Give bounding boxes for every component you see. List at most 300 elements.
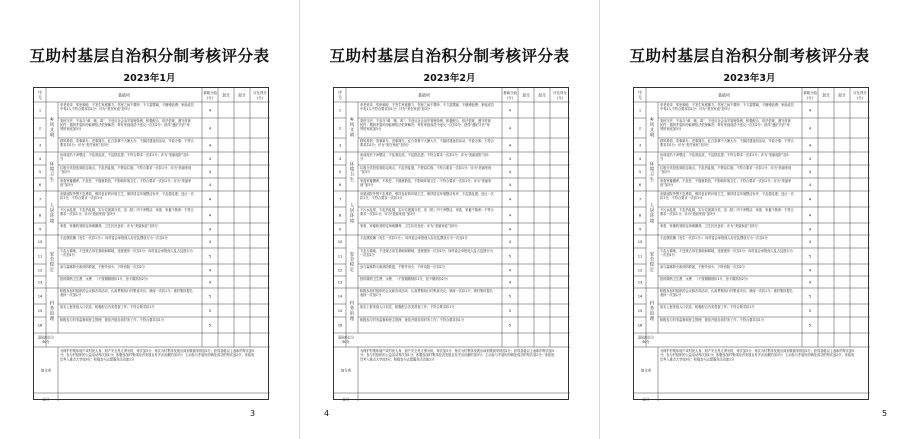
group-label: 乡 <box>349 117 355 123</box>
total-label: 总分 <box>642 397 650 401</box>
row-base-score: 4 <box>508 279 512 285</box>
row-text: 庭”加3分 <box>660 183 674 187</box>
group-label: 定 <box>349 267 355 273</box>
row-text: 不乱占耕地，不违规占用宅基地和耕地，违规建房一次扣1分；向村委会举报他人乱占乱建行为 <box>660 249 793 254</box>
page-title: 互助村基层自治积分制考核评分表 <box>629 47 870 65</box>
header-score: 评比得分 <box>853 91 867 95</box>
row-text: 庭”加3分 <box>360 183 374 187</box>
row-index: 3 <box>38 143 42 148</box>
row-text: 如实上报家庭人口信息，积极配合各类普查工作；不符合要求扣1分 <box>60 305 155 310</box>
row-text: 誉的家庭加3分 <box>660 126 682 131</box>
row-base-score: 4 <box>508 267 512 273</box>
row-index: 16 <box>337 323 343 328</box>
group-label: 境 <box>649 219 655 225</box>
group-label: 人 <box>649 203 655 209</box>
row-base-score: 4 <box>808 212 812 218</box>
page-3 <box>600 0 899 439</box>
row-text: 民约；遇到矛盾纠纷能够依法依规解决；每有家庭成员中违反一次扣2分；获得“遵纪守法”荣 <box>360 123 490 127</box>
row-text: 家禽家畜圈养，不放任、不随意散放，不影响环境卫生；不符合要求一次扣1分；评为“美丽家 <box>60 179 192 184</box>
row-text: 中有1人不符合要求扣1分；评为“美在家庭”加3分 <box>660 107 730 111</box>
row-text: 家禽、家畜收到固定场地圈养，卫生状况良好；评为“美丽家庭”加3分 <box>360 224 458 229</box>
row-index: 3 <box>638 143 642 148</box>
header-index: 序 <box>338 90 342 95</box>
score-table <box>633 87 869 400</box>
header-bonus: 加分 <box>222 92 230 98</box>
header-base-item: 基础项 <box>418 92 430 98</box>
row-text: 不污水乱排，不乱扔乱倒，实行垃圾源分类、室（院）内干净整洁，家禽、家畜不散养；不符合 <box>660 208 794 213</box>
row-text: 参与森林防火和消防救援，不野外用火；不听劝阻一次扣2分 <box>60 265 145 270</box>
row-index: 14 <box>637 294 643 299</box>
row-index: 4 <box>638 156 642 161</box>
row-index: 14 <box>37 294 43 299</box>
group-label: 生 <box>349 177 355 183</box>
total-label: 总分 <box>42 397 50 401</box>
row-index: 15 <box>637 308 643 313</box>
row-base-score: 4 <box>508 125 512 131</box>
row-index: 16 <box>37 323 43 328</box>
group-label: 全 <box>649 257 655 263</box>
row-text: 要求扣1分；评为“美在家庭”加3分 <box>660 143 709 147</box>
row-text: 垃圾分类投放到指定地点，不乱扔乱倒，不焚烧垃圾；不符合要求一次扣1分；评为“美丽家庭 <box>60 166 192 171</box>
row-index: 6 <box>38 182 42 187</box>
row-index: 12 <box>37 268 43 273</box>
group-label: 稳 <box>649 262 655 268</box>
row-index: 8 <box>638 213 642 218</box>
row-base-score: 4 <box>508 107 512 113</box>
row-text: 房前屋后干净整洁，不乱堆乱放，不乱搭乱建；不符合要求一次扣1分；评为“美丽庭院”加3 <box>360 153 489 158</box>
row-base-score: 5 <box>808 253 812 259</box>
row-base-score: 5 <box>808 307 812 313</box>
row-base-score: 4 <box>508 226 512 232</box>
row-text: 誉的家庭加3分 <box>360 126 382 131</box>
group-label: 务 <box>49 306 55 312</box>
row-base-score: 4 <box>508 181 512 187</box>
bonus-text: 为保护村集体财产或村民人身、财产安全见义勇为的，每次加3分；每次为村集体发展出谋划策被采纳加2分；获得县级以上表彰的每次加5 <box>660 349 855 353</box>
row-index: 9 <box>638 227 642 232</box>
row-text: 不乱占耕地，不违规占用宅基地和耕地，违规建房一次扣1分；向村委会举报他人乱占乱建行为 <box>60 249 193 254</box>
page-month: 2023年3月 <box>723 73 776 84</box>
row-base-score: 5 <box>208 293 212 299</box>
group-label: 居 <box>649 209 655 214</box>
row-text: 扣1分，不符合要求一次扣1分 <box>60 196 103 200</box>
row-index: 10 <box>637 239 643 244</box>
header-base-score: 基础分值 <box>503 91 517 95</box>
row-index: 9 <box>338 227 342 232</box>
group-label: 定 <box>649 267 655 273</box>
row-base-score: 4 <box>208 107 212 113</box>
row-base-score: 4 <box>208 267 212 273</box>
row-base-score: 4 <box>208 226 212 232</box>
group-label: 务 <box>349 306 355 312</box>
row-text: 积极参加村组织的会议和各项活动、认真贯彻执行村集体决议；缺席一次扣1分；被村集体提名 <box>360 289 493 294</box>
row-base-score: 4 <box>208 168 212 174</box>
row-text: 分 <box>660 157 664 161</box>
group-label: 安 <box>49 252 55 258</box>
row-text: 房前屋后干净整洁，不乱堆乱放，不乱搭乱建；不符合要求一次扣1分；评为“美丽庭院”加3 <box>60 153 189 158</box>
group-label: 环 <box>349 162 355 168</box>
header-bonus: 加分 <box>522 92 530 98</box>
group-label: 文 <box>349 128 355 134</box>
group-label: 安 <box>349 252 355 258</box>
row-index: 7 <box>38 197 42 202</box>
row-base-score: 5 <box>208 253 212 259</box>
page-number: 5 <box>882 409 888 418</box>
row-text: 要求扣1分；评为“美在家庭”加3分 <box>360 143 409 147</box>
row-text: 孝老爱亲、邻里和睦、不发生家庭暴力、邻里之间不要吵、不斗富摆阔、不赌博浪费；家庭成员 <box>360 103 494 108</box>
row-index: 7 <box>338 197 342 202</box>
header-index: 号 <box>638 95 642 100</box>
row-index: 10 <box>337 239 343 244</box>
row-base-score: 4 <box>808 181 812 187</box>
row-base-score: 4 <box>508 168 512 174</box>
row-index: 5 <box>38 169 42 174</box>
subtotal-label: 基础项总分 <box>638 335 654 340</box>
score-table <box>33 87 269 400</box>
row-index: 13 <box>637 280 643 285</box>
group-label: 风 <box>649 123 655 128</box>
group-label: 理 <box>349 316 355 322</box>
bonus-text: 员考入重点大学加3分；积极参与志愿服务活动加1分 <box>60 357 135 362</box>
row-index: 3 <box>338 143 342 148</box>
row-index: 12 <box>637 268 643 273</box>
bonus-text: 员考入重点大学加3分；积极参与志愿服务活动加1分 <box>660 357 735 362</box>
bonus-label: 加分项 <box>340 368 352 373</box>
row-text: 房屋庭院外围不乱堆放，维持良好的环境卫生，保持居住环境整洁有序、不乱搭乱建；违反一次 <box>60 192 194 197</box>
group-label: 卫 <box>349 172 355 178</box>
row-text: 不乱占耕地，不违规占用宅基地和耕地，违规建房一次扣1分；向村委会举报他人乱占乱建行为 <box>360 249 493 254</box>
row-base-score: 4 <box>808 238 812 244</box>
row-base-score: 4 <box>508 155 512 161</box>
row-text: 表扬一次加1分 <box>360 293 382 297</box>
total-label: 总分 <box>342 397 350 401</box>
row-text: 民约；遇到矛盾纠纷能够依法依规解决；每有家庭成员中违反一次扣2分；获得“遵纪守法”荣 <box>60 123 190 127</box>
group-label: 文 <box>649 128 655 134</box>
header-index: 序 <box>38 90 42 95</box>
bonus-label: 加分项 <box>40 368 52 373</box>
row-index: 1 <box>38 108 42 113</box>
row-text: 家禽、家畜收到固定场地圈养，卫生状况良好；评为“美丽家庭”加3分 <box>60 224 158 229</box>
row-text: 如实上报家庭人口信息，积极配合各类普查工作；不符合要求扣1分 <box>660 305 755 310</box>
row-text: 表扬一次加1分 <box>60 293 82 297</box>
row-base-score: 5 <box>208 307 212 313</box>
row-text: 孝老爱亲、邻里和睦、不发生家庭暴力、邻里之间不要吵、不斗富摆阔、不赌博浪费；家庭成员 <box>60 103 194 108</box>
page-title: 互助村基层自治积分制考核评分表 <box>329 47 570 65</box>
header-deduct: 扣分 <box>538 92 546 98</box>
row-base-score: 4 <box>808 196 812 202</box>
row-base-score: 4 <box>208 155 212 161</box>
row-base-score: 4 <box>508 238 512 244</box>
row-text: 参与森林防火和消防救援，不野外用火；不听劝阻一次扣2分 <box>360 265 445 270</box>
row-base-score: 4 <box>208 142 212 148</box>
row-text: 中有1人不符合要求扣1分；评为“美在家庭”加3分 <box>60 107 130 111</box>
group-label: 治 <box>649 311 655 317</box>
group-label: 安 <box>649 252 655 258</box>
subtotal-label: 基础项总分 <box>38 335 54 340</box>
group-label: 稳 <box>49 262 55 268</box>
row-base-score: 4 <box>808 142 812 148</box>
row-text: 喜忧守法，不参与“黄、赌、毒”，不违反社会治安管理条例，积极配合、依法依规，遵守村规 <box>660 119 791 124</box>
header-score: 评比得分 <box>553 91 567 95</box>
row-index: 5 <box>338 169 342 174</box>
row-index: 4 <box>38 156 42 161</box>
row-text: 一次加1分 <box>660 253 675 257</box>
bonus-label: 加分项 <box>640 368 652 373</box>
group-label: 全 <box>49 257 55 263</box>
row-index: 6 <box>338 182 342 187</box>
row-text: 积极参加村组织的会议和各项活动、认真贯彻执行村集体决议；缺席一次扣1分；被村集体提名 <box>660 289 793 294</box>
row-text: 积极参与村务监督和民主管理、规范开展各项村务工作；不符合要求扣1分 <box>360 318 465 323</box>
group-label: 环 <box>649 162 655 168</box>
subtotal-score: 60分 <box>342 340 350 344</box>
page-number: 3 <box>250 409 256 418</box>
row-text: 移风易俗、喜事新办、丧事简办，红白喜事不大操大办、不搞封建迷信活动，节俭办事；不符合 <box>360 139 494 144</box>
row-text: 民约；遇到矛盾纠纷能够依法依规解决；每有家庭成员中违反一次扣2分；获得“遵纪守法”荣 <box>660 123 790 127</box>
row-base-score: 4 <box>508 142 512 148</box>
row-text: 移风易俗、喜事新办、丧事简办，红白喜事不大操大办、不搞封建迷信活动，节俭办事；不符合 <box>60 139 194 144</box>
row-base-score: 5 <box>808 322 812 328</box>
row-base-score: 4 <box>208 212 212 218</box>
group-label: 居 <box>49 209 55 214</box>
row-base-score: 4 <box>208 279 212 285</box>
row-index: 14 <box>337 294 343 299</box>
row-text: 要求一次扣1分；评为“美丽家庭”加3分 <box>660 212 716 216</box>
group-label: 理 <box>649 316 655 322</box>
header-bonus: 加分 <box>822 92 830 98</box>
page-2 <box>300 0 599 439</box>
group-label: 务 <box>649 306 655 312</box>
row-text: 要求扣1分；评为“美在家庭”加3分 <box>60 143 109 147</box>
header-base-item: 基础项 <box>118 92 130 98</box>
row-index: 15 <box>337 308 343 313</box>
header-index: 序 <box>638 90 642 95</box>
subtotal-label: 基础项总分 <box>338 335 354 340</box>
row-text: 一次加1分 <box>360 253 375 257</box>
row-base-score: 4 <box>208 125 212 131</box>
row-base-score: 5 <box>208 322 212 328</box>
row-index: 2 <box>638 126 642 131</box>
group-label: 稳 <box>349 262 355 268</box>
header-score: (分) <box>256 96 264 100</box>
row-base-score: 4 <box>208 238 212 244</box>
row-text: 不乱摆放摊（发生一次扣1分）；向村委会举报他人存在乱摆放行为一次加1分 <box>60 236 168 241</box>
page-title: 互助村基层自治积分制考核评分表 <box>29 47 270 65</box>
group-label: 风 <box>349 123 355 128</box>
row-base-score: 4 <box>808 267 812 273</box>
header-score: (分) <box>556 96 564 100</box>
page-month: 2023年1月 <box>123 73 176 84</box>
header-score: (分) <box>856 96 864 100</box>
row-text: 誉的家庭加3分 <box>60 126 82 131</box>
group-label: 定 <box>49 267 55 273</box>
row-index: 16 <box>637 323 643 328</box>
group-label: 卫 <box>649 172 655 178</box>
bonus-text: 为保护村集体财产或村民人身、财产安全见义勇为的，每次加3分；每次为村集体发展出谋划策被采纳加2分；获得县级以上表彰的每次加5 <box>360 349 555 353</box>
header-score: 评比得分 <box>253 91 267 95</box>
row-text: 要求一次扣1分；评为“美丽家庭”加3分 <box>360 212 416 216</box>
row-text: 积极参与村务监督和民主管理、规范开展各项村务工作；不符合要求扣1分 <box>660 318 765 323</box>
row-index: 9 <box>38 227 42 232</box>
row-index: 12 <box>337 268 343 273</box>
row-text: 房前屋后干净整洁，不乱堆乱放，不乱搭乱建；不符合要求一次扣1分；评为“美丽庭院”加3 <box>660 153 789 158</box>
row-base-score: 4 <box>208 196 212 202</box>
row-text: 如实上报家庭人口信息，积极配合各类普查工作；不符合要求扣1分 <box>360 305 455 310</box>
row-base-score: 4 <box>808 125 812 131</box>
row-base-score: 4 <box>808 226 812 232</box>
row-base-score: 5 <box>508 293 512 299</box>
group-label: 治 <box>349 311 355 317</box>
row-text: 庭”加3分 <box>60 183 74 187</box>
group-label: 环 <box>49 214 55 220</box>
row-text: 不污水乱排，不乱扔乱倒，实行垃圾源分类、室（院）内干净整洁，家禽、家畜不散养；不符合 <box>60 208 194 213</box>
header-base-score: 基础分值 <box>203 91 217 95</box>
bonus-text: 员考入重点大学加3分；积极参与志愿服务活动加1分 <box>360 357 435 362</box>
bonus-text: 分；参与村组织的公益活动每次加1分；积极参加村集体经济发展且有突出贡献的加3分；主动参与矛盾纠纷调处成功的每次加2分；家庭成 <box>360 353 555 358</box>
group-label: 居 <box>349 209 355 214</box>
row-index: 13 <box>337 280 343 285</box>
row-text: 家禽家畜圈养，不放任、不随意散放，不影响环境卫生；不符合要求一次扣1分；评为“美丽家 <box>360 179 492 184</box>
row-text: 一次加1分 <box>60 253 75 257</box>
group-label: 治 <box>49 311 55 317</box>
row-text: 按时缴纳卫生费、水费、（不按期缴纳扣1分，拒不缴纳扣2分） <box>60 277 151 282</box>
row-text: 喜忧守法，不参与“黄、赌、毒”，不违反社会治安管理条例，积极配合、依法依规，遵守村规 <box>60 119 191 124</box>
row-text: 喜忧守法，不参与“黄、赌、毒”，不违反社会治安管理条例，积极配合、依法依规，遵守村规 <box>360 119 491 124</box>
score-table <box>333 87 569 400</box>
row-index: 1 <box>638 108 642 113</box>
row-text: 垃圾分类投放到指定地点，不乱扔乱倒，不焚烧垃圾；不符合要求一次扣1分；评为“美丽家庭 <box>660 166 792 171</box>
row-text: 不乱摆放摊（发生一次扣1分）；向村委会举报他人存在乱摆放行为一次加1分 <box>660 236 768 241</box>
row-text: ”加3分 <box>360 170 371 174</box>
subtotal-score: 60分 <box>42 340 50 344</box>
row-index: 2 <box>38 126 42 131</box>
row-index: 15 <box>37 308 43 313</box>
row-text: 积极参加村组织的会议和各项活动、认真贯彻执行村集体决议；缺席一次扣1分；被村集体提名 <box>60 289 193 294</box>
group-label: 明 <box>349 133 355 139</box>
row-index: 4 <box>338 156 342 161</box>
row-index: 7 <box>638 197 642 202</box>
group-label: 境 <box>349 167 355 173</box>
row-text: ”加3分 <box>660 170 671 174</box>
row-text: 垃圾分类投放到指定地点，不乱扔乱倒，不焚烧垃圾；不符合要求一次扣1分；评为“美丽家庭 <box>360 166 492 171</box>
row-text: 按时缴纳卫生费、水费、（不按期缴纳扣1分，拒不缴纳扣2分） <box>660 277 751 282</box>
bonus-text: 分；参与村组织的公益活动每次加1分；积极参加村集体经济发展且有突出贡献的加3分；主动参与矛盾纠纷调处成功的每次加2分；家庭成 <box>60 353 255 358</box>
row-text: 分 <box>60 157 64 161</box>
row-text: 积极参与村务监督和民主管理、规范开展各项村务工作；不符合要求扣1分 <box>60 318 165 323</box>
group-label: 乡 <box>49 117 55 123</box>
row-text: 表扬一次加1分 <box>660 293 682 297</box>
row-text: 不污水乱排，不乱扔乱倒，实行垃圾源分类、室（院）内干净整洁，家禽、家畜不散养；不符合 <box>360 208 494 213</box>
row-text: 家禽、家畜收到固定场地圈养，卫生状况良好；评为“美丽家庭”加3分 <box>660 224 758 229</box>
group-label: 环 <box>649 214 655 220</box>
group-label: 明 <box>649 133 655 139</box>
row-text: 扣1分，不符合要求一次扣1分 <box>660 196 703 200</box>
bonus-text: 为保护村集体财产或村民人身、财产安全见义勇为的，每次加3分；每次为村集体发展出谋划策被采纳加2分；获得县级以上表彰的每次加5 <box>60 349 255 353</box>
group-label: 乡 <box>649 117 655 123</box>
row-base-score: 4 <box>208 181 212 187</box>
row-index: 8 <box>338 213 342 218</box>
row-text: 按时缴纳卫生费、水费、（不按期缴纳扣1分，拒不缴纳扣2分） <box>360 277 451 282</box>
page-1 <box>0 0 299 439</box>
bonus-text: 分；参与村组织的公益活动每次加1分；积极参加村集体经济发展且有突出贡献的加3分；主动参与矛盾纠纷调处成功的每次加2分；家庭成 <box>660 353 855 358</box>
header-base-score: (分) <box>206 96 214 100</box>
header-base-score: (分) <box>506 96 514 100</box>
group-label: 风 <box>49 123 55 128</box>
row-text: 房屋庭院外围不乱堆放，维持良好的环境卫生，保持居住环境整洁有序、不乱搭乱建；违反一次 <box>660 192 794 197</box>
group-label: 境 <box>49 219 55 225</box>
group-label: 村 <box>649 301 655 307</box>
row-text: 分 <box>360 157 364 161</box>
row-index: 11 <box>37 254 43 259</box>
row-index: 10 <box>37 239 43 244</box>
header-base-score: (分) <box>806 96 814 100</box>
row-text: 移风易俗、喜事新办、丧事简办，红白喜事不大操大办、不搞封建迷信活动，节俭办事；不符合 <box>660 139 794 144</box>
group-label: 境 <box>49 167 55 173</box>
row-base-score: 4 <box>508 212 512 218</box>
row-text: 不乱摆放摊（发生一次扣1分）；向村委会举报他人存在乱摆放行为一次加1分 <box>360 236 468 241</box>
row-text: ”加3分 <box>60 170 71 174</box>
row-index: 2 <box>338 126 342 131</box>
group-label: 文 <box>49 128 55 134</box>
group-label: 人 <box>49 203 55 209</box>
group-label: 生 <box>49 177 55 183</box>
row-text: 家禽家畜圈养，不放任、不随意散放，不影响环境卫生；不符合要求一次扣1分；评为“美丽家 <box>660 179 792 184</box>
group-label: 村 <box>49 301 55 307</box>
row-text: 中有1人不符合要求扣1分；评为“美在家庭”加3分 <box>360 107 430 111</box>
row-base-score: 5 <box>508 307 512 313</box>
row-text: 参与森林防火和消防救援，不野外用火；不听劝阻一次扣2分 <box>660 265 745 270</box>
row-base-score: 4 <box>808 168 812 174</box>
row-text: 要求一次扣1分；评为“美丽家庭”加3分 <box>60 212 116 216</box>
row-index: 11 <box>337 254 343 259</box>
header-base-item: 基础项 <box>718 92 730 98</box>
row-text: 扣1分，不符合要求一次扣1分 <box>360 196 403 200</box>
group-label: 理 <box>49 316 55 322</box>
row-base-score: 5 <box>808 293 812 299</box>
group-label: 人 <box>349 203 355 209</box>
row-text: 孝老爱亲、邻里和睦、不发生家庭暴力、邻里之间不要吵、不斗富摆阔、不赌博浪费；家庭成员 <box>660 103 794 108</box>
row-index: 8 <box>38 213 42 218</box>
group-label: 境 <box>349 219 355 225</box>
row-base-score: 4 <box>508 196 512 202</box>
row-base-score: 4 <box>808 155 812 161</box>
header-deduct: 扣分 <box>238 92 246 98</box>
group-label: 生 <box>649 177 655 183</box>
group-label: 环 <box>49 162 55 168</box>
row-index: 6 <box>638 182 642 187</box>
row-base-score: 4 <box>808 107 812 113</box>
row-index: 5 <box>638 169 642 174</box>
row-base-score: 4 <box>808 279 812 285</box>
header-index: 号 <box>338 95 342 100</box>
subtotal-score: 60分 <box>642 340 650 344</box>
group-label: 全 <box>349 257 355 263</box>
group-label: 村 <box>349 301 355 307</box>
row-text: 房屋庭院外围不乱堆放，维持良好的环境卫生，保持居住环境整洁有序、不乱搭乱建；违反一次 <box>360 192 494 197</box>
page-month: 2023年2月 <box>423 73 476 84</box>
row-index: 11 <box>637 254 643 259</box>
header-deduct: 扣分 <box>838 92 846 98</box>
row-index: 1 <box>338 108 342 113</box>
group-label: 卫 <box>49 172 55 178</box>
row-base-score: 5 <box>508 253 512 259</box>
group-label: 环 <box>349 214 355 220</box>
group-label: 明 <box>49 133 55 139</box>
header-index: 号 <box>38 95 42 100</box>
row-base-score: 5 <box>508 322 512 328</box>
header-base-score: 基础分值 <box>803 91 817 95</box>
page-number: 4 <box>324 409 330 418</box>
group-label: 境 <box>649 167 655 173</box>
row-index: 13 <box>37 280 43 285</box>
